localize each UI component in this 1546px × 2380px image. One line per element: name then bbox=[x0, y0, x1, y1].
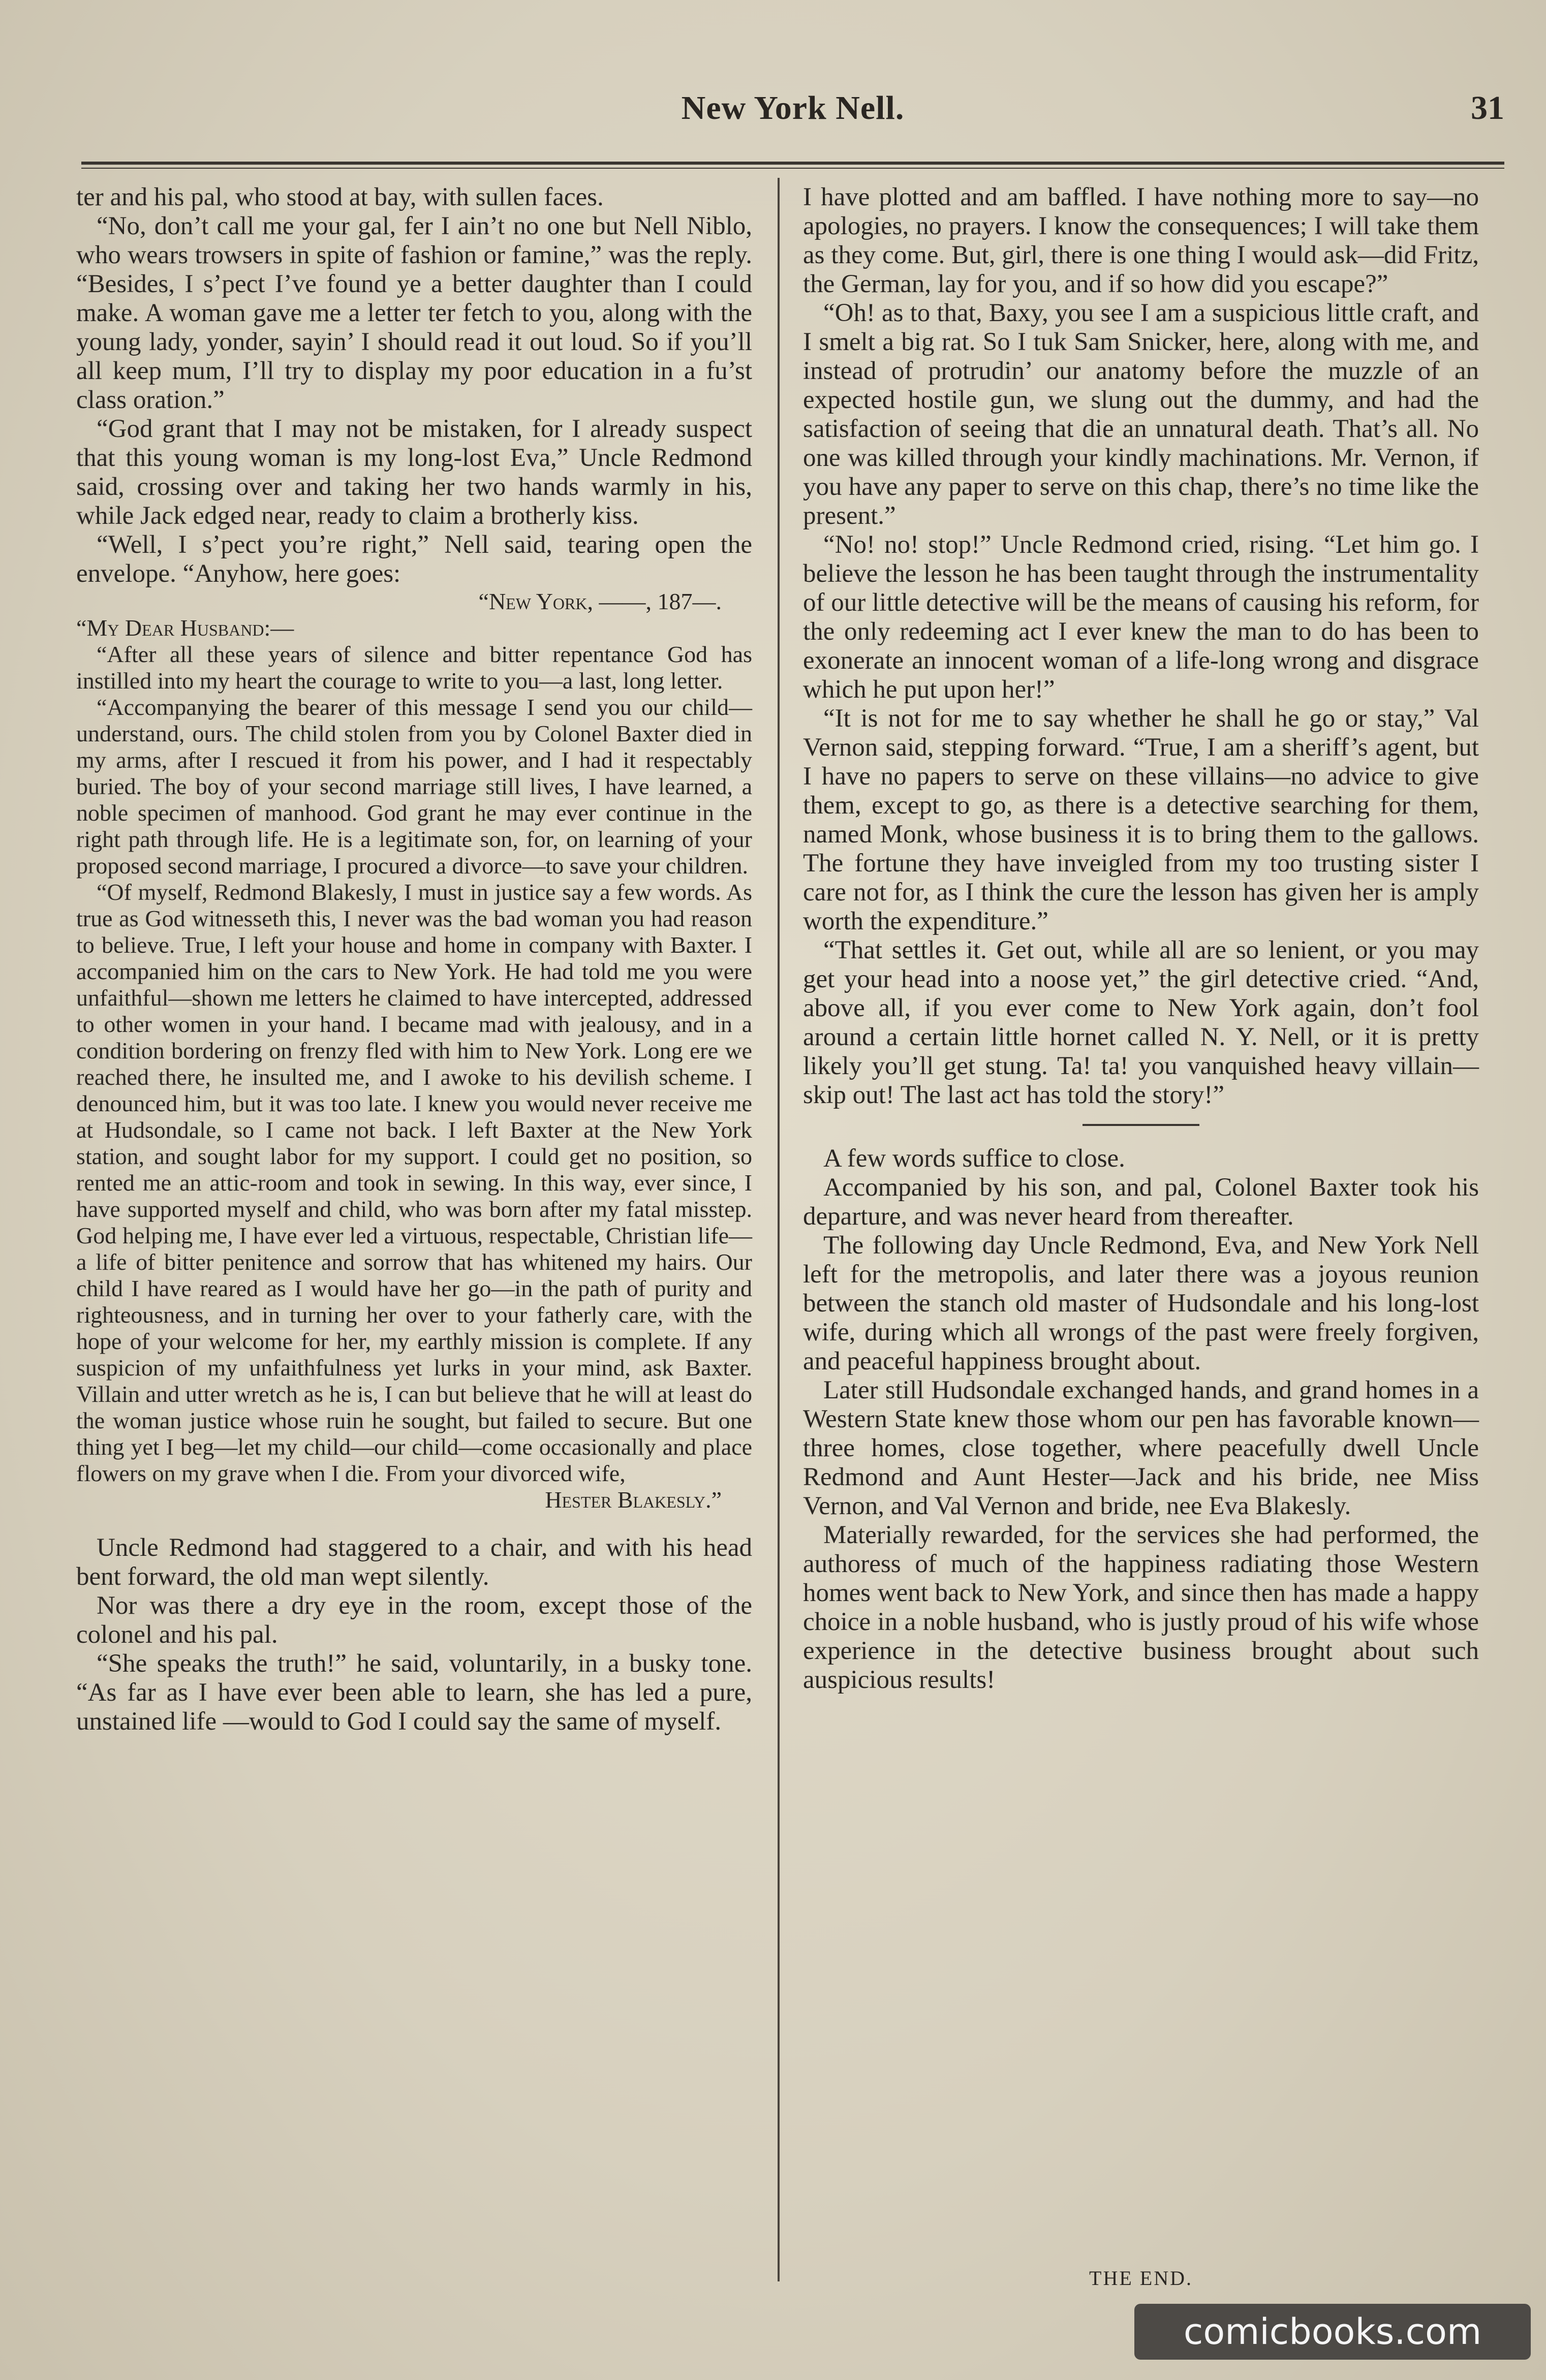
column-divider bbox=[778, 178, 780, 2281]
paragraph: The following day Uncle Redmond, Eva, and New York Nell left for the metropolis, and later there was a joyous reunion between the stanch old master of Hudsondale and his long-lost wife, during which all wrongs of the past were freely forgiven, and peaceful happiness brought about. bbox=[803, 1231, 1479, 1375]
paragraph: “Well, I s’pect you’re right,” Nell said, tearing open the envelope. “Anyhow, here goes: bbox=[76, 530, 752, 588]
paragraph: “Oh! as to that, Baxy, you see I am a suspicious little craft, and I smelt a big rat. So I tuk Sam Snicker, here, along with me, and instead of protrudin’ our anatomy before the muzzle of an expected hostile gun, we slung out the dummy, and had the satisfaction of seeing that die an unnatural death. That’s all. No one was killed through your kindly machinations. Mr. Vernon, if you have any paper to serve on this chap, there’s no time like the present.” bbox=[803, 299, 1479, 530]
header-rule bbox=[81, 162, 1504, 165]
paragraph: “She speaks the truth!” he said, voluntarily, in a busky tone. “As far as I have ever been able to learn, she has led a pure, unstained life —would to God I could say the same of myself. bbox=[76, 1649, 752, 1736]
paragraph: Later still Hudsondale exchanged hands, and grand homes in a Western State knew those whom our pen has favorable known—three homes, close together, where peacefully dwell Uncle Redmond and Aunt Hester—Jack and his bride, nee Miss Vernon, and Val Vernon and bride, nee Eva Blakesly. bbox=[803, 1376, 1479, 1520]
paragraph: “That settles it. Get out, while all are so lenient, or you may get your head into a noose yet,” the girl detective cried. “And, above all, if you ever come to New York again, don’t fool around a certain little hornet called N. Y. Nell, or it is pretty likely you’ll get stung. Ta! ta! you vanquished heavy villain—skip out! The last act has told the story!” bbox=[803, 936, 1479, 1109]
letter-signature: Hester Blakesly.” bbox=[545, 1487, 722, 1513]
paragraph: “It is not for me to say whether he shall he go or stay,” Val Vernon said, stepping forward. “True, I am a sheriff’s agent, but I have no papers to serve on these villains—no advice to give them, except to go, as there is a detective searching for them, named Monk, whose business it is to bring them to the gallows. The fortune they have inveigled from my too trusting sister I care not for, as I think the cure the lesson has given her is amply worth the expenditure.” bbox=[803, 704, 1479, 935]
running-header bbox=[81, 89, 1504, 145]
spacer bbox=[76, 1513, 752, 1533]
right-column bbox=[803, 183, 1479, 1695]
section-divider bbox=[1083, 1124, 1199, 1126]
letter-paragraph: “Accompanying the bearer of this message I send you our child—understand, ours. The child stolen from you by Colonel Baxter died in my arms, after I rescued it from his power, and I had it respectably buried. The boy of your second marriage still lives, I have learned, a noble specimen of manhood. God grant he may ever continue in the right path through life. He is a legitimate son, for, on learning of your proposed second marriage, I procured a divorce—to save your children. bbox=[76, 694, 752, 879]
paragraph: “No, don’t call me your gal, fer I ain’t no one but Nell Niblo, who wears trowsers in spite of fashion or famine,” was the reply. “Besides, I s’pect I’ve found ye a better daughter than I could make. A woman gave me a letter ter fetch to you, along with the young lady, yonder, sayin’ I should read it out loud. So if you’ll all keep mum, I’ll try to display my poor education in a fu’st class oration.” bbox=[76, 212, 752, 414]
paragraph: I have plotted and am baffled. I have nothing more to say—no apologies, no prayers. I know the consequences; I will take them as they come. But, girl, there is one thing I would ask—did Fritz, the German, lay for you, and if so how did you escape?” bbox=[803, 183, 1479, 298]
paragraph: ter and his pal, who stood at bay, with sullen faces. bbox=[76, 183, 604, 211]
letter bbox=[76, 588, 752, 1513]
letter-salutation: “My Dear Husband:— bbox=[76, 615, 294, 641]
paragraph: Nor was there a dry eye in the room, except those of the colonel and his pal. bbox=[76, 1591, 752, 1649]
letter-dateline: “New York, ——, 187—. bbox=[478, 588, 722, 614]
paragraph: Accompanied by his son, and pal, Colonel Baxter took his departure, and was never heard from thereafter. bbox=[803, 1173, 1479, 1231]
page-number: 31 bbox=[1471, 89, 1504, 127]
paragraph: “No! no! stop!” Uncle Redmond cried, rising. “Let him go. I believe the lesson he has been taught through the instrumentality of our little detective will be the means of causing his reform, for the only redeeming act I ever knew the man to do has been to exonerate an innocent woman of a life-long wrong and disgrace which he put upon her!” bbox=[803, 530, 1479, 704]
paragraph: “God grant that I may not be mistaken, for I already suspect that this young woman is my long-lost Eva,” Uncle Redmond said, crossing over and taking her two hands warmly in his, while Jack edged near, ready to claim a brotherly kiss. bbox=[76, 415, 752, 530]
left-column bbox=[76, 183, 752, 1736]
letter-paragraph: “Of myself, Redmond Blakesly, I must in justice say a few words. As true as God witnesseth this, I never was the bad woman you had reason to believe. True, I left your house and home in company with Baxter. I accompanied him on the cars to New York. He had told me you were unfaithful—shown me letters he claimed to have intercepted, addressed to other women in your hand. I became mad with jealousy, and in a condition bordering on frenzy fled with him to New York. Long ere we reached there, he insulted me, and I awoke to his devilish scheme. I denounced him, but it was too late. I knew you would never receive me at Hudsondale, so I came not back. I left Baxter at the New York station, and sought labor for my support. I could get no position, so rented me an attic-room and took in sewing. In this way, ever since, I have supported myself and child, who was born after my fatal misstep. God helping me, I have ever led a virtuous, respectable, Christian life—a life of bitter penitence and sorrow that has whitened my hairs. Our child I have reared as I would have her go—in the path of purity and righteousness, and in turning her over to your fatherly care, with the hope of your welcome for her, my earthly mission is complete. If any suspicion of my unfaithfulness yet lurks in your mind, ask Baxter. Villain and utter wretch as he is, I can but believe that he will at least do the woman justice whose ruin he sought, but failed to secure. But one thing yet I beg—let my child—our child—come occasionally and place flowers on my grave when I die. From your divorced wife, bbox=[76, 879, 752, 1486]
paragraph: Uncle Redmond had staggered to a chair, and with his head bent forward, the old man wept silently. bbox=[76, 1533, 752, 1591]
the-end-label: THE END. bbox=[1089, 2267, 1193, 2290]
header-rule-thin bbox=[81, 168, 1504, 169]
page-title: New York Nell. bbox=[681, 89, 905, 127]
watermark-badge: comicbooks.com bbox=[1134, 2304, 1531, 2360]
letter-paragraph: “After all these years of silence and bitter repentance God has instilled into my heart the courage to write to you—a last, long letter. bbox=[76, 641, 752, 694]
paragraph: Materially rewarded, for the services she had performed, the authoress of much of the happiness radiating those Western homes went back to New York, and since then has made a happy choice in a noble husband, who is justly proud of his wife whose experience in the detective business brought about such auspicious results! bbox=[803, 1521, 1479, 1694]
paragraph: A few words suffice to close. bbox=[823, 1144, 1125, 1173]
